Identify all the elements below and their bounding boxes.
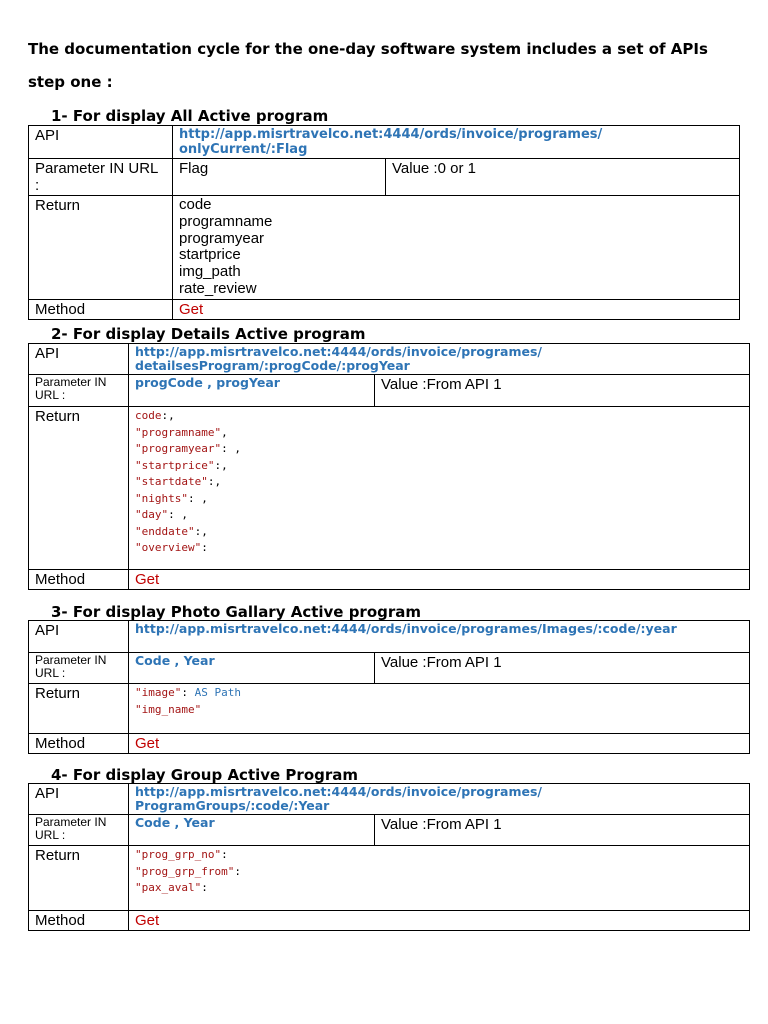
return-field: "programyear": , [135,442,241,455]
return-field: "prog_grp_from": [135,864,241,878]
return-field: "programname", [135,425,228,439]
page-title: The documentation cycle for the one-day software system includes a set of APIs [28,40,708,58]
value-note: Value :From API 1 [375,375,750,407]
section-heading: 2- For display Details Active program [51,325,366,343]
parameter-label: Parameter IN URL : [29,375,129,407]
return-field: code:, [135,409,175,422]
step-label: step one : [28,73,113,91]
parameter-value: Flag [173,159,386,196]
api-table [28,783,750,931]
api-url-line[interactable]: http://app.misrtravelco.net:4444/ords/invoice/programes/Images/:code/:year [135,621,677,636]
api-url-line[interactable]: detailsesProgram/:progCode/:progYear [135,358,410,373]
api-table [28,620,750,754]
api-label: API [29,621,129,653]
api-url [129,784,750,815]
return-field: "pax_aval": [135,881,208,894]
return-field: code [179,196,212,213]
method-label: Method [29,299,173,319]
value-note: Value :From API 1 [375,815,750,846]
return-field: "prog_grp_no": [135,848,228,861]
method-value: Get [129,570,750,590]
return-field: "image": AS Path [135,686,241,699]
parameter-label: Parameter IN URL : [29,815,129,846]
return-field: "startdate":, [135,475,222,488]
return-fields [129,684,750,734]
api-table [28,343,750,590]
api-url-line[interactable]: onlyCurrent/:Flag [179,142,308,157]
value-note: Value :0 or 1 [386,159,740,196]
return-label: Return [29,196,173,300]
method-value: Get [129,911,750,931]
return-label: Return [29,846,129,911]
return-field: rate_review [179,279,257,297]
method-label: Method [29,734,129,754]
method-label: Method [29,911,129,931]
api-url [129,621,750,653]
parameter-label: Parameter IN URL : [29,159,173,196]
value-note: Value :From API 1 [375,653,750,684]
parameter-label: Parameter IN URL : [29,653,129,684]
return-field: "nights": , [135,491,208,505]
api-url [173,126,740,159]
api-url-line[interactable]: http://app.misrtravelco.net:4444/ords/invoice/programes/ [135,784,542,799]
section-heading: 4- For display Group Active Program [51,766,359,784]
return-label: Return [29,407,129,570]
api-url-line[interactable]: ProgramGroups/:code/:Year [135,798,330,813]
api-table [28,125,740,320]
return-label: Return [29,684,129,734]
method-value: Get [173,299,740,319]
return-field: "startprice":, [135,458,228,472]
method-label: Method [29,570,129,590]
return-fields [129,407,750,570]
return-field: img_path [179,263,241,281]
section-heading: 1- For display All Active program [51,107,329,125]
return-field: programyear [179,229,265,247]
return-field: "img_name" [135,702,202,716]
return-field: programname [179,212,273,230]
section-heading: 3- For display Photo Gallary Active program [51,603,422,621]
api-url-line[interactable]: http://app.misrtravelco.net:4444/ords/invoice/programes/ [135,344,542,359]
parameter-value: Code , Year [129,815,375,846]
parameter-value: Code , Year [129,653,375,684]
return-fields [129,846,750,911]
return-fields [173,196,740,300]
return-field: "overview": [135,541,208,554]
api-url [129,344,750,375]
method-value: Get [129,734,750,754]
api-label: API [29,126,173,159]
api-url-line[interactable]: http://app.misrtravelco.net:4444/ords/invoice/programes/ [179,127,603,142]
parameter-value: progCode , progYear [129,375,375,407]
api-label: API [29,784,129,815]
return-field: startprice [179,246,241,264]
return-field: "day": , [135,508,188,521]
api-label: API [29,344,129,375]
return-field: "enddate":, [135,524,208,538]
